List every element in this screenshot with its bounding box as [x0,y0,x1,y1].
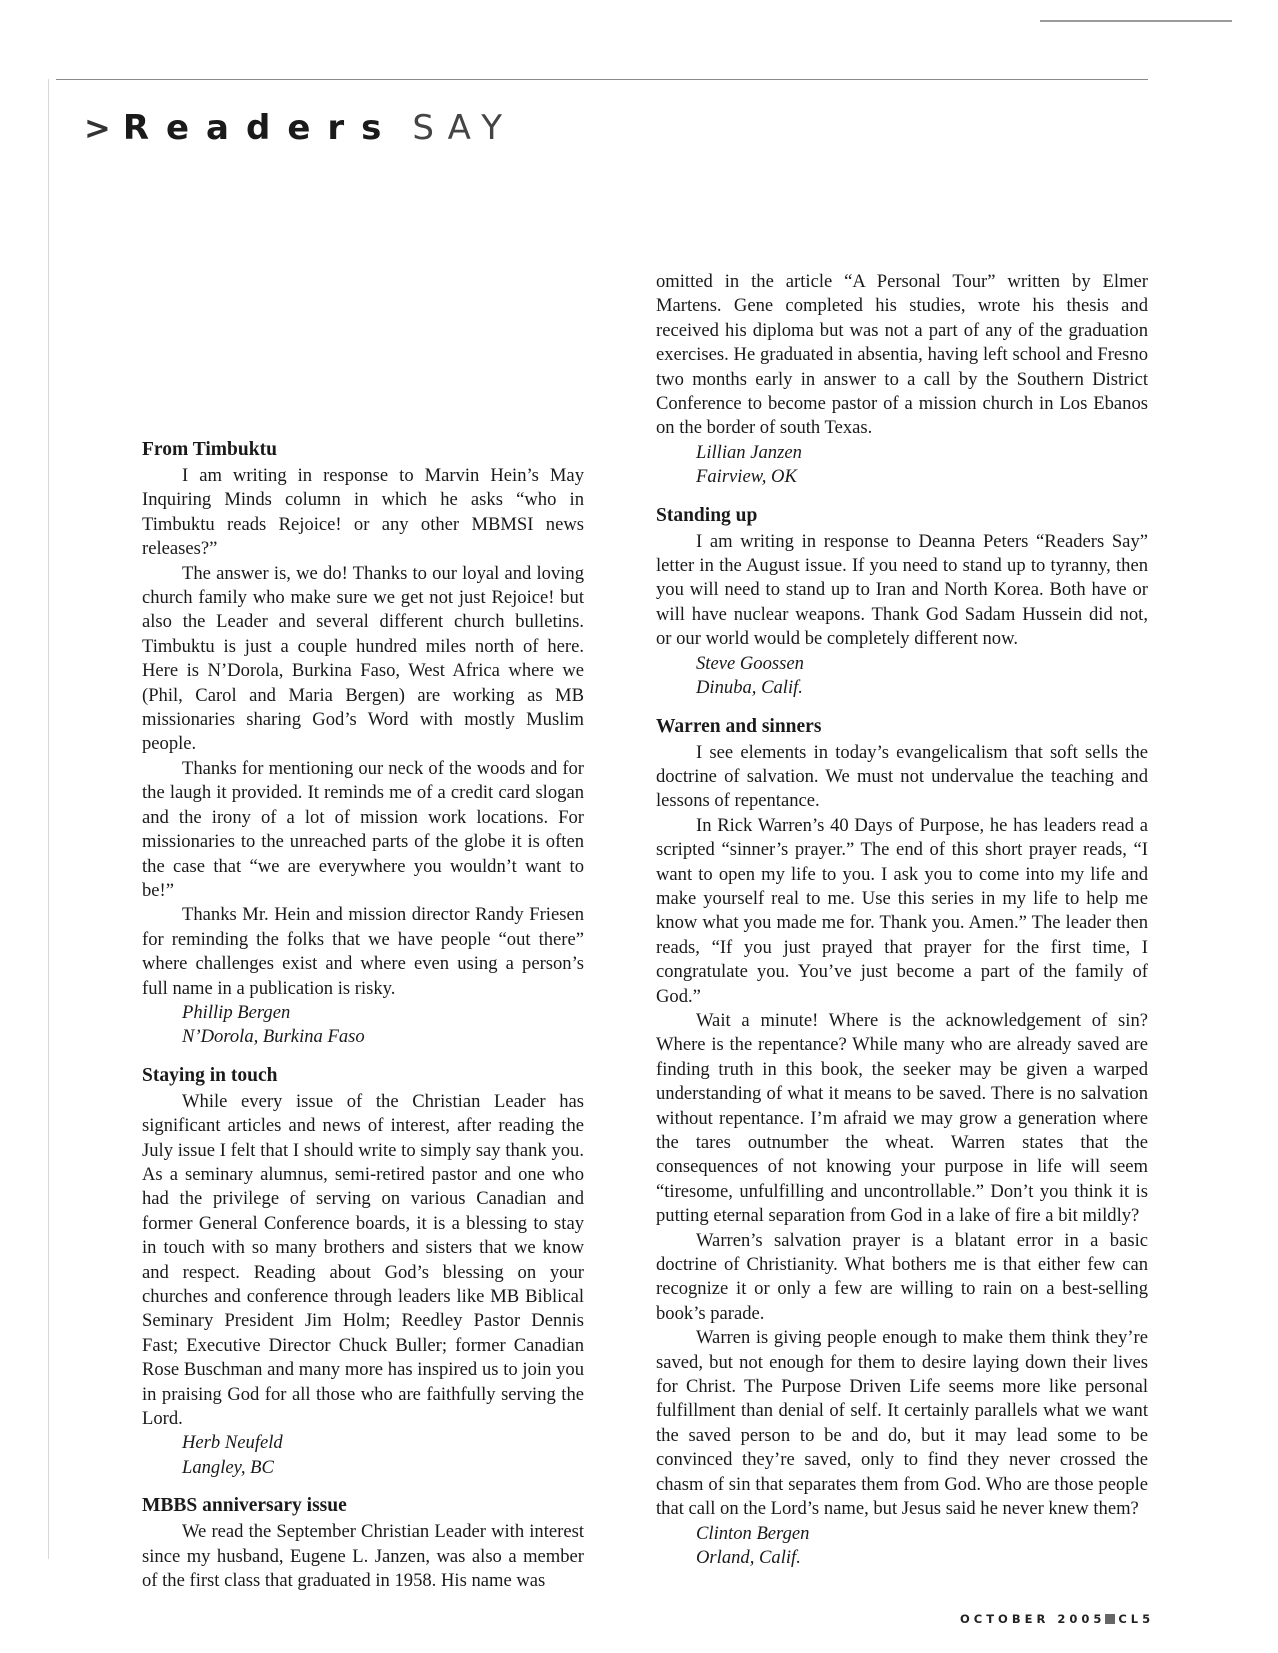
letter-paragraph: I am writing in response to Marvin Hein’s May Inquiring Minds column in which he asks “who in Timbuktu reads Rejoice! or any other MBMSI news releases?” [142,465,584,560]
letter-paragraph: We read the September Christian Leader with interest since my husband, Eugene L. Janzen, was also a member of the first class that graduated in 1958. His name was [142,1521,584,1592]
letter-paragraph: Warren is giving people enough to make them think they’re saved, but not enough for them to desire laying down their lives for Christ. The Purpose Driven Life seems more like personal fulfillment than denial of self. It certainly parallels what we want the saved person to be and do, but it may lead some to be convinced they’re saved, only to find they never crossed the chasm of sin that separates them from God. Who are those people that call on the Lord’s name, but Jesus said he never knew them? [656,1327,1148,1520]
letter-warren-and-sinners [656,715,1148,1571]
letter-heading: MBBS anniversary issue [142,1495,347,1517]
signature-name: Steve Goossen [696,652,804,674]
letter-mbbs-anniversary [142,1494,584,1593]
letter-paragraph: Thanks Mr. Hein and mission director Randy Friesen for reminding the folks that we have people “out there” where challenges exist and where even using a person’s full name in a publication is risky. [142,904,584,999]
footer-date: OCTOBER 2005 [960,1612,1106,1626]
signature-location: Fairview, OK [696,466,797,488]
letter-staying-in-touch [142,1064,584,1481]
signature-location: Orland, Calif. [696,1546,801,1568]
signature-name: Clinton Bergen [696,1522,810,1544]
footer-publication: CL [1118,1612,1143,1626]
section-header [84,108,515,148]
left-margin-rule [48,79,49,1559]
section-title-readers: Readers [122,108,399,148]
header-rule [56,79,1148,80]
letter-from-timbuktu [142,438,584,1050]
signature-name: Herb Neufeld [182,1432,283,1454]
signature-name: Phillip Bergen [182,1001,291,1023]
letter-paragraph: Wait a minute! Where is the acknowledgement of sin? Where is the repentance? While many who are already saved are finding truth in this book, the seeker may be given a warped understanding of what it means to be saved. There is no salvation without repentance. I’m afraid we may grow a generation where the tares outnumber the wheat. Warren states that the consequences of not knowing your purpose in life will seem “tiresome, unfulfilling and uncontrollable.” Don’t you think it is putting eternal separation from God in a lake of fire a bit mildly? [656,1009,1148,1227]
left-column [142,438,584,1593]
chevron-icon: > [84,109,111,147]
signature-location: N’Dorola, Burkina Faso [182,1026,365,1048]
letter-heading: Warren and sinners [656,715,822,737]
letter-paragraph-continued: omitted in the article “A Personal Tour” written by Elmer Martens. Gene completed his studies, wrote his thesis and received his diploma but was not a part of any of the graduation exercises. He graduated in absentia, having left school and Fresno two months early in answer to a call by the Southern District Conference to become pastor of a mission church in Los Ebanos on the border of south Texas. [656,271,1148,439]
signature-name: Lillian Janzen [696,441,802,463]
letter-paragraph: Warren’s salvation prayer is a blatant error in a basic doctrine of Christianity. What bothers me is that either few can recognize it or only a few are willing to rain on a best-selling book’s parade. [656,1229,1148,1324]
signature-location: Langley, BC [182,1456,274,1478]
letter-paragraph: Thanks for mentioning our neck of the woods and for the laugh it provided. It reminds me of a credit card slogan and the irony of a lot of mission work locations. For missionaries to the unreached parts of the globe it is often the case that “we are everywhere you wouldn’t want to be!” [142,757,584,901]
letter-paragraph: I am writing in response to Deanna Peters “Readers Say” letter in the August issue. If you need to stand up to tyranny, then you will need to stand up to Iran and North Korea. Both have or will have nuclear weapons. Thank God Sadam Hussein did not, or our world would be completely different now. [656,530,1148,650]
signature-location: Dinuba, Calif. [696,677,803,699]
letter-paragraph: In Rick Warren’s 40 Days of Purpose, he has leaders read a scripted “sinner’s prayer.” The end of this short prayer reads, “I want to open my life to you. I ask you to come into my life and make yourself real to me. Use this series in my life to help me know what you made me for. Thank you. Amen.” The leader then reads, “If you just prayed that prayer for the first time, I congratulate you. You’ve just become a part of the family of God.” [656,814,1148,1007]
square-bullet-icon [1105,1614,1115,1624]
letter-standing-up [656,504,1148,701]
page-footer [960,1612,1154,1626]
letter-paragraph: While every issue of the Christian Leader has significant articles and news of interest, after reading the July issue I felt that I should write to simply say thank you. As a seminary alumnus, semi-retired pastor and one who had the privilege of serving on various Canadian and former General Conference boards, it is a blessing to stay in touch with so many brothers and sisters that we know and respect. Reading about God’s blessing on your churches and conference through leaders like MB Biblical Seminary President Jim Holm; Reedley Pastor Dennis Fast; Executive Director Chuck Buller; former Canadian Rose Buschman and many more has inspired us to join you in praising God for all those who are faithfully serving the Lord. [142,1090,584,1430]
page-number: 5 [1142,1612,1155,1626]
letter-paragraph: I see elements in today’s evangelicalism that soft sells the doctrine of salvation. We must not undervalue the teaching and lessons of repentance. [656,741,1148,812]
letter-paragraph: The answer is, we do! Thanks to our loyal and loving church family who make sure we get not just Rejoice! but also the Leader and several different church bulletins. Timbuktu is just a couple hundred miles north of here. Here is N’Dorola, Burkina Faso, West Africa where we (Phil, Carol and Maria Bergen) are working as MB missionaries sharing God’s Word with mostly Muslim people. [142,562,584,755]
letter-mbbs-anniversary-continued [656,270,1148,490]
letter-heading: Standing up [656,504,758,526]
letter-heading: From Timbuktu [142,439,277,460]
top-corner-rule [1040,20,1232,22]
right-column [656,270,1148,1570]
letter-heading: Staying in touch [142,1064,278,1086]
section-title-say: SAY [412,108,516,148]
